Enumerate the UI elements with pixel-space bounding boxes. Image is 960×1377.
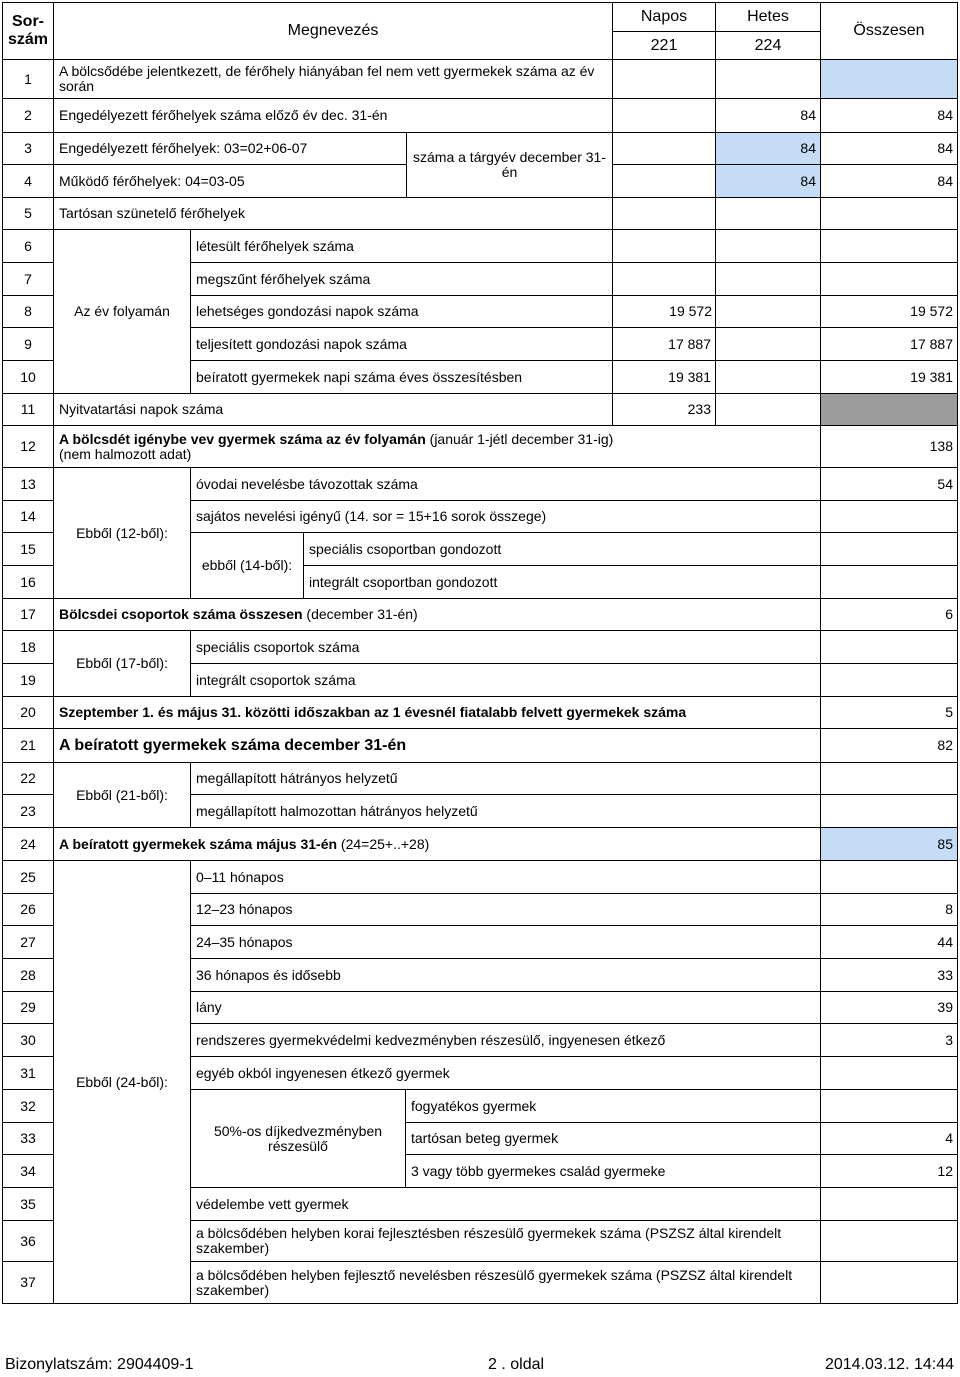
napos-cell [612, 98, 716, 133]
total-cell: 5 [820, 696, 958, 729]
row-label-bold: A bölcsdét igénybe vev gyermek száma az év folyamán [59, 430, 426, 447]
row-label: integrált csoportban gondozott [303, 565, 821, 599]
total-cell: 19 381 [820, 360, 958, 394]
hetes-cell: 84 [715, 164, 821, 198]
hetes-cell [715, 360, 821, 394]
row-label: speciális csoportban gondozott [303, 532, 821, 566]
row-number: 7 [2, 262, 54, 296]
row-label-rest: (24=25+..+28) [337, 835, 430, 852]
row-number: 3 [2, 132, 54, 165]
hetes-cell [715, 59, 821, 99]
header-hetes: Hetes [715, 2, 821, 32]
footer-timestamp: 2014.03.12. 14:44 [824, 1356, 954, 1373]
header-megnevezes: Megnevezés [53, 2, 613, 60]
row-label: teljesített gondozási napok száma [190, 327, 613, 361]
total-cell: 84 [820, 132, 958, 165]
row-label: 3 vagy több gyermekes család gyermeke [405, 1154, 821, 1188]
row-label [53, 598, 821, 631]
row-number: 31 [2, 1056, 54, 1090]
side-label-december: száma a tárgyév december 31-én [406, 132, 613, 198]
total-cell [820, 762, 958, 795]
row-number: 23 [2, 794, 54, 828]
total-cell [820, 500, 958, 533]
napos-cell [612, 164, 716, 198]
total-cell [820, 393, 958, 426]
header-osszesen: Összesen [820, 2, 958, 60]
total-cell: 17 887 [820, 327, 958, 361]
row-number: 19 [2, 663, 54, 697]
total-cell: 54 [820, 467, 958, 501]
row-label: 12–23 hónapos [190, 893, 821, 926]
total-cell: 138 [820, 425, 958, 468]
hetes-cell [715, 262, 821, 296]
row-number: 10 [2, 360, 54, 394]
hetes-cell: 84 [715, 98, 821, 133]
total-cell [820, 1056, 958, 1090]
side-label-ebbol-12: Ebből (12-ből): [53, 467, 191, 599]
row-number: 17 [2, 598, 54, 631]
row-number: 1 [2, 59, 54, 99]
row-number: 36 [2, 1220, 54, 1262]
row-label-rest: (január 1-jétl december 31-ig) [425, 430, 614, 447]
row-label: Működő férőhelyek: 04=03-05 [53, 164, 407, 198]
row-label: megállapított halmozottan hátrányos helyzetű [190, 794, 821, 828]
row-number: 16 [2, 565, 54, 599]
napos-cell [612, 229, 716, 263]
total-cell [820, 197, 958, 230]
napos-cell: 17 887 [612, 327, 716, 361]
row-label: védelembe vett gyermek [190, 1187, 821, 1221]
row-label: Engedélyezett férőhelyek: 03=02+06-07 [53, 132, 407, 165]
row-number: 24 [2, 827, 54, 861]
total-cell: 19 572 [820, 295, 958, 328]
row-label: létesült férőhelyek száma [190, 229, 613, 263]
total-cell: 12 [820, 1154, 958, 1188]
total-cell [820, 229, 958, 263]
row-label-bold: A beíratott gyermekek száma május 31-én [59, 835, 338, 852]
row-label-line2: (nem halmozott adat) [59, 445, 192, 462]
total-cell: 6 [820, 598, 958, 631]
row-number: 2 [2, 98, 54, 133]
header-hetes-count: 224 [715, 31, 821, 60]
row-label: A bölcsődébe jelentkezett, de férőhely hiányában fel nem vett gyermekek száma az év során [53, 59, 613, 99]
header-napos: Napos [612, 2, 716, 32]
row-label: 0–11 hónapos [190, 860, 821, 894]
napos-cell [612, 132, 716, 165]
footer-page-number: 2 . oldal [488, 1356, 545, 1373]
row-label: speciális csoportok száma [190, 630, 821, 664]
total-cell: 33 [820, 958, 958, 992]
napos-cell [612, 262, 716, 296]
row-number: 21 [2, 728, 54, 763]
napos-cell: 19 381 [612, 360, 716, 394]
row-label: sajátos nevelési igényű (14. sor = 15+16 sorok összege) [190, 500, 821, 533]
row-label [53, 425, 821, 468]
side-label-ebbol-21: Ebből (21-ből): [53, 762, 191, 828]
row-label: Szeptember 1. és május 31. közötti időszakban az 1 évesnél fiatalabb felvett gyermekek száma [53, 696, 821, 729]
row-number: 26 [2, 893, 54, 926]
row-label: Nyitvatartási napok száma [53, 393, 613, 426]
row-label: 24–35 hónapos [190, 925, 821, 959]
row-label: megállapított hátrányos helyzetű [190, 762, 821, 795]
row-label: egyéb okból ingyenesen étkező gyermek [190, 1056, 821, 1090]
row-number: 28 [2, 958, 54, 992]
total-cell [820, 1220, 958, 1262]
row-label: Tartósan szünetelő férőhelyek [53, 197, 613, 230]
row-number: 4 [2, 164, 54, 198]
hetes-cell: 84 [715, 132, 821, 165]
row-label: rendszeres gyermekvédelmi kedvezményben részesülő, ingyenesen étkező [190, 1023, 821, 1057]
row-label: A beíratott gyermekek száma december 31-én [53, 728, 821, 763]
row-number: 14 [2, 500, 54, 533]
row-label: a bölcsődében helyben korai fejlesztésben részesülő gyermekek száma (PSZSZ által kirendelt szakember) [190, 1220, 821, 1262]
row-number: 20 [2, 696, 54, 729]
side-label-dijkedvezmeny: 50%-os díjkedvezményben részesülő [190, 1089, 406, 1188]
row-label: tartósan beteg gyermek [405, 1122, 821, 1155]
total-cell [820, 565, 958, 599]
row-label: 36 hónapos és idősebb [190, 958, 821, 992]
napos-cell [612, 59, 716, 99]
total-cell: 3 [820, 1023, 958, 1057]
row-number: 8 [2, 295, 54, 328]
row-label: integrált csoportok száma [190, 663, 821, 697]
hetes-cell [715, 197, 821, 230]
row-number: 30 [2, 1023, 54, 1057]
total-cell: 44 [820, 925, 958, 959]
row-number: 12 [2, 425, 54, 468]
row-number: 5 [2, 197, 54, 230]
side-label-ebbol-24: Ebből (24-ből): [53, 860, 191, 1304]
header-napos-count: 221 [612, 31, 716, 60]
side-label-ebbol-17: Ebből (17-ből): [53, 630, 191, 697]
total-cell: 8 [820, 893, 958, 926]
napos-cell: 233 [612, 393, 716, 426]
total-cell [820, 794, 958, 828]
side-label-ev-folyaman: Az év folyamán [53, 229, 191, 394]
total-cell [820, 532, 958, 566]
total-cell [820, 59, 958, 99]
hetes-cell [715, 327, 821, 361]
row-label: beíratott gyermekek napi száma éves összesítésben [190, 360, 613, 394]
hetes-cell [715, 295, 821, 328]
row-number: 27 [2, 925, 54, 959]
row-number: 9 [2, 327, 54, 361]
row-number: 35 [2, 1187, 54, 1221]
total-cell [820, 1261, 958, 1304]
row-number: 32 [2, 1089, 54, 1123]
row-label: megszűnt férőhelyek száma [190, 262, 613, 296]
row-number: 29 [2, 991, 54, 1024]
total-cell: 39 [820, 991, 958, 1024]
total-cell: 82 [820, 728, 958, 763]
row-label: fogyatékos gyermek [405, 1089, 821, 1123]
header-sorszam: Sor- szám [2, 2, 54, 60]
napos-cell [612, 197, 716, 230]
row-label-bold: Bölcsdei csoportok száma összesen [59, 606, 303, 622]
total-cell: 85 [820, 827, 958, 861]
row-label-rest: (december 31-én) [302, 606, 418, 622]
row-label: óvodai nevelésbe távozottak száma [190, 467, 821, 501]
row-label: Engedélyezett férőhelyek száma előző év dec. 31-én [53, 98, 613, 133]
row-label: lány [190, 991, 821, 1024]
row-number: 11 [2, 393, 54, 426]
hetes-cell: 19 572 [669, 303, 712, 319]
row-label [53, 827, 821, 861]
total-cell: 84 [820, 164, 958, 198]
total-cell [820, 630, 958, 664]
row-number: 22 [2, 762, 54, 795]
row-number: 6 [2, 229, 54, 263]
hetes-cell [715, 393, 821, 426]
row-number: 33 [2, 1122, 54, 1155]
total-cell [820, 1089, 958, 1123]
total-cell [820, 262, 958, 296]
total-cell: 4 [820, 1122, 958, 1155]
row-label: lehetséges gondozási napok száma [190, 295, 613, 328]
row-number: 18 [2, 630, 54, 664]
total-cell [820, 663, 958, 697]
row-number: 25 [2, 860, 54, 894]
footer-document-number: Bizonylatszám: 2904409-1 [5, 1356, 194, 1373]
side-label-ebbol-14: ebből (14-ből): [190, 532, 304, 599]
row-number: 34 [2, 1154, 54, 1188]
row-label: a bölcsődében helyben fejlesztő nevelésben részesülő gyermekek száma (PSZSZ által kirendelt szakember) [190, 1261, 821, 1304]
hetes-cell [715, 229, 821, 263]
total-cell [820, 860, 958, 894]
total-cell: 84 [820, 98, 958, 133]
total-cell [820, 1187, 958, 1221]
row-number: 13 [2, 467, 54, 501]
row-number: 37 [2, 1261, 54, 1304]
row-number: 15 [2, 532, 54, 566]
